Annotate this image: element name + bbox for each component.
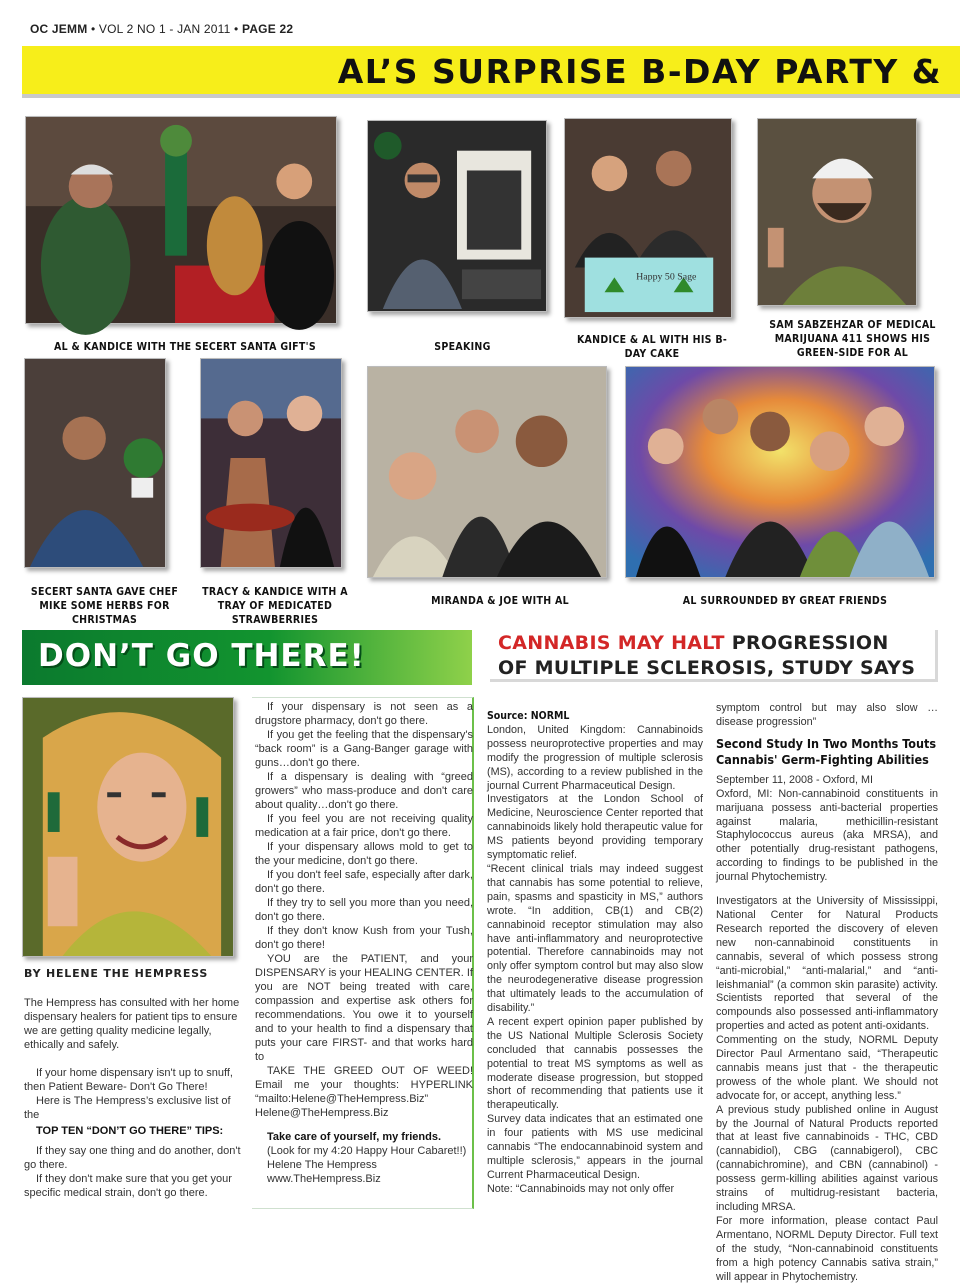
tip: If they don't know Kush from your Tush, don't go there! xyxy=(255,925,473,951)
study-headline xyxy=(490,630,938,682)
paragraph: Oxford, MI: Non-cannabinoid constituents in marijuana possess anti-bacterial properties against malaria, methicillin-resistant Staphylococcus aureus (aka MRSA), and other potentially drug-resistant pathogens, according to findings to be published in the journal Phytochemistry. xyxy=(716,787,938,884)
dont-column-1 xyxy=(24,996,241,1200)
photo-al-kandice xyxy=(25,116,337,324)
website-link[interactable]: www.TheHempress.Biz xyxy=(267,1173,381,1185)
byline: BY HELENE THE HEMPRESS xyxy=(24,967,209,980)
photo-tracy-kandice xyxy=(200,358,342,568)
photo-caption: AL SURROUNDED BY GREAT FRIENDS xyxy=(682,595,888,607)
paragraph: YOU are the PATIENT, and your DISPENSARY is your HEALING CENTER. If you are NOT being treated with care, compassion and expertise ask others for recommendations. You owe it to yourself and to your health to find a dispensary that puts your care FIRST- and that works hard to xyxy=(255,953,473,1063)
issue-info: VOL 2 NO 1 - JAN 2011 xyxy=(98,22,231,36)
tip: If your dispensary allows mold to get to the your medicine, don't go there. xyxy=(255,841,473,867)
paragraph: A previous study published online in August by the Journal of Natural Products reported that at least five cannabinoids - THC, CBD (cannabidiol), CBG (cannabigerol), CBC (cannabichromine), and CBN (cannabinol) - possess germ-killing abilities against various strains of multidrug-resistant bacteria, including MRSA. xyxy=(716,1103,938,1213)
party-banner xyxy=(22,46,960,98)
dateline: September 11, 2008 - Oxford, MI xyxy=(716,773,874,786)
photo-caption: MIRANDA & JOE WITH AL xyxy=(431,595,569,607)
folio xyxy=(30,22,293,36)
photo-miranda-joe xyxy=(367,366,607,578)
page-number: PAGE 22 xyxy=(242,22,294,36)
photo-caption: SECERT SANTA GAVE CHEF MIKE SOME HERBS FOR CHRISTMAS xyxy=(30,586,179,626)
signoff-line: (Look for my 4:20 Happy Hour Cabaret!!) xyxy=(267,1145,467,1157)
dont-go-there-banner xyxy=(22,630,472,685)
paragraph: London, United Kingdom: Cannabinoids possess neuroprotective properties and may modify the progression of multiple sclerosis (MS), according to a review published in the journal Current Pharmaceutical Design. xyxy=(487,723,703,792)
headline-text xyxy=(490,630,935,681)
tip: If you feel you are not receiving quality medication at a fair price, don't go there. xyxy=(255,813,473,839)
photo-sam xyxy=(757,118,917,306)
photo-caption: SAM SABZEHZAR OF MEDICAL MARIJUANA 411 SHOWS HIS GREEN-SIDE FOR AL xyxy=(769,319,936,359)
photo-bday-cake xyxy=(564,118,732,318)
paragraph: Note: “Cannabinoids may not only offer xyxy=(487,1182,675,1195)
tip: If you don't feel safe, especially after dark, don't go there. xyxy=(255,869,473,895)
photo-speaking xyxy=(367,120,547,312)
paragraph: “Recent clinical trials may indeed suggest that cannabis has some potential to relieve, pain, spasms and spasticity in MS,” authors wrote. “In addition, CB(1) and CB(2) cannabinoid receptor stimulation may also have anti-inflammatory and neuroprotective potential. Therefore cannabinoids may not only offer symptom control but may also slow the neurodegenerative disease progression that ultimately leads to the accumulation of disability.” xyxy=(487,862,703,1015)
tip: If your dispensary is not seen as a drugstore pharmacy, don't go there. xyxy=(255,701,473,727)
headline-black: PROGRESSION xyxy=(731,632,889,654)
photo-chef-mike xyxy=(24,358,166,568)
signoff-heading: Take care of yourself, my friends. xyxy=(267,1131,442,1143)
study-column-2 xyxy=(716,702,938,1284)
tip: If a dispensary is dealing with “greed growers” who mass-produce and don't care about quality…don't go there. xyxy=(255,771,473,811)
cake-writing: Happy 50 Sage xyxy=(636,271,697,283)
paragraph: If your home dispensary isn't up to snuff, then Patient Beware- Don't Go There! xyxy=(24,1067,233,1093)
section-heading: DON’T GO THERE! xyxy=(38,638,365,674)
intro-paragraph: The Hempress has consulted with her home dispensary healers for patient tips to ensure we are getting quality medicine legally, ethically and safely. xyxy=(24,997,240,1051)
tip: If you get the feeling that the dispensary's “back room” is a Gang-Banger garage with guns…don't go there. xyxy=(255,729,473,769)
headline-red: CANNABIS MAY HALT xyxy=(498,632,725,654)
photo-great-friends xyxy=(625,366,935,578)
dont-column-2 xyxy=(255,700,473,1186)
photo-caption: SPEAKING xyxy=(434,341,491,353)
photo-helene-hempress xyxy=(22,697,234,957)
headline-black: OF MULTIPLE SCLEROSIS, STUDY SAYS xyxy=(498,657,916,679)
paragraph: A recent expert opinion paper published by the US National Multiple Sclerosis Society concluded that cannabis possesses the potential to treat MS symptoms as well as moderate disease progression, but stopped short of recommending that patients use it therapeutically. xyxy=(487,1015,703,1112)
tip: If they try to sell you more than you need, don't go there. xyxy=(255,897,473,923)
paragraph: symptom control but may also slow … disease progression” xyxy=(716,702,938,728)
tip: If they say one thing and do another, don't go there. xyxy=(24,1145,241,1171)
email-paragraph[interactable]: TAKE THE GREED OUT OF WEED! Email me your thoughts: HYPERLINK “mailto:Helene@TheHempress.Biz” Helene@TheHempress.Biz xyxy=(255,1065,473,1119)
folio-separator: • xyxy=(234,22,239,36)
source-label: Source: NORML xyxy=(487,710,570,722)
second-study-heading: Second Study In Two Months Touts Cannabis' Germ-Fighting Abilities xyxy=(716,735,937,767)
tip: If they don't make sure that you get your specific medical strain, don't go there. xyxy=(24,1173,232,1199)
folio-separator: • xyxy=(90,22,96,36)
paragraph: Commenting on the study, NORML Deputy Director Paul Armentano said, “Therapeutic cannabis means just that - the therapeutic prowess of the whole plant. We should not advocate for, or accept, anything less.” xyxy=(716,1034,938,1102)
paragraph: For more information, please contact Paul Armentano, NORML Deputy Director. Full text of the study, “Non-cannabinoid constituents from a high potency Cannabis sativa strain,” will appear in Phytochemistry. xyxy=(716,1214,938,1283)
photo-caption: KANDICE & AL WITH HIS B-DAY CAKE xyxy=(576,334,728,360)
publication-name: OC JEMM xyxy=(30,22,88,36)
paragraph: Investigators at the London School of Medicine, Neuroscience Center reported that cannabinoids likely hold therapeutic value for MS patients beyond providing temporary symptomatic relief. xyxy=(487,793,703,862)
photo-caption: AL & KANDICE WITH THE SECERT SANTA GIFT'S xyxy=(54,341,316,353)
study-column-1 xyxy=(487,710,703,1197)
paragraph: Here is The Hempress’s exclusive list of the xyxy=(24,1095,231,1121)
page-title: AL’S SURPRISE B-DAY PARTY & xyxy=(337,52,942,91)
paragraph: Survey data indicates that an estimated one in four patients with MS use medicinal cannabis “The endocannabinoid system and multiple sclerosis,” appears in the journal Current Pharmaceutical Design. xyxy=(487,1113,703,1181)
photo-caption: TRACY & KANDICE WITH A TRAY OF MEDICATED STRAWBERRIES xyxy=(202,586,348,626)
signoff-line: Helene The Hempress xyxy=(267,1159,377,1171)
tips-heading: TOP TEN “DON’T GO THERE” TIPS: xyxy=(36,1125,224,1137)
paragraph: Investigators at the University of Mississippi, National Center for Natural Products Research reported the discovery of eleven new non-cannabinoid constituents in cannabis, several of which possess strong “anti-microbial,” “anti-malarial,” and “anti-leishmanial” (a common skin parasite) activity. Scientists reported that several of the compounds also possessed anti-inflammatory properties and acted as potent anti-oxidants. xyxy=(716,895,938,1033)
